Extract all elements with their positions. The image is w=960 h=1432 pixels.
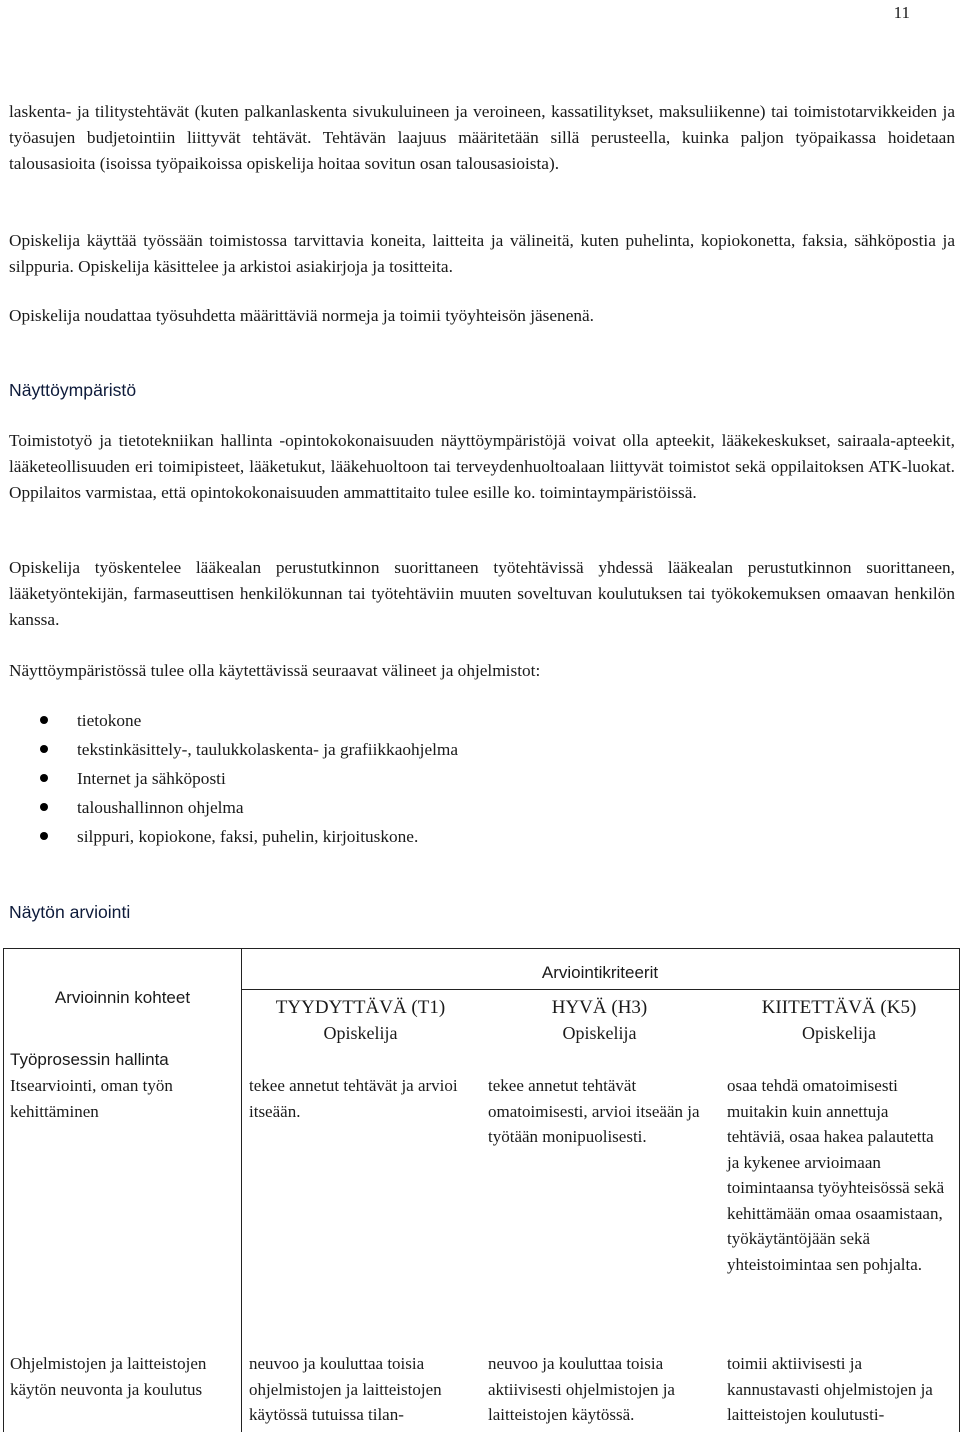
assessment-table	[3, 948, 960, 1432]
list-item: tekstinkäsittely-, taulukkolaskenta- ja grafiikkaohjelma	[40, 737, 458, 766]
criteria-header: Arviointikriteerit	[541, 963, 659, 982]
bullet-icon	[40, 745, 48, 753]
bullet-icon	[40, 774, 48, 782]
list-item: silppuri, kopiokone, faksi, puhelin, kirjoituskone.	[40, 824, 458, 853]
list-item: Internet ja sähköposti	[40, 766, 458, 795]
paragraph-accounting-tasks: laskenta- ja tilitystehtävät (kuten palkanlaskenta sivukuluineen ja veroineen, kassatilitykset, maksuliikenne) tai toimistotarvikkeiden ja työasujen budjetointiin liittyvät tehtävät. Tehtävän laajuus määritetään sillä perusteella, kuinka paljon työpaikassa hoidetaan talousasioita (isoissa työpaikoissa opiskelija hoitaa sovitun osan talousasioista).	[9, 102, 955, 173]
list-item: taloushallinnon ohjelma	[40, 795, 458, 824]
paragraph-environments: Toimistotyö ja tietotekniikan hallinta -opintokokonaisuuden näyttöympäristöjä voivat olla apteekit, lääkekeskukset, sairaala-apteekit, lääketeollisuuden eri toimipisteet, lääketukut, lääkehuoltoon tai terveydenhuoltoalaan liittyvät toimistot sekä oppilaitoksen ATK-luokat. Oppilaitos varmistaa, että opintokokonaisuuden ammattitaito tulee esille ko. toimintaympäristöissä.	[9, 431, 955, 502]
subject-header-k5: Opiskelija	[802, 1023, 876, 1043]
cell-k5: osaa tehdä omatoimisesti muitakin kuin annettuja tehtäviä, osaa hakea palautetta ja kykenee arvioimaan toimintaansa työyhteisössä sekä kehittämään omaa osaamistaan, työkäytäntöjään sekä yhteistoimintaa sen pohjalta.	[727, 1076, 945, 1274]
list-item: tietokone	[40, 708, 458, 737]
cell-t1: tekee annetut tehtävät ja arvioi itseään.	[249, 1076, 458, 1121]
level-header-k5: KIITETTÄVÄ (K5)	[761, 997, 917, 1018]
targets-header: Arvioinnin kohteet	[54, 988, 191, 1007]
tools-list	[40, 708, 458, 853]
subject-header-t1: Opiskelija	[323, 1023, 398, 1043]
paragraph-work-norms: Opiskelija noudattaa työsuhdetta määrittäviä normeja ja toimii työyhteisön jäsenenä.	[9, 306, 594, 325]
cell-t1: neuvoo ja kouluttaa toisia ohjelmistojen ja laitteistojen käytössä tutuissa tilan-	[249, 1354, 442, 1424]
row-target: Itsearviointi, oman työn kehittäminen	[10, 1076, 173, 1121]
bullet-icon	[40, 716, 48, 724]
page-number: 11	[893, 3, 910, 22]
heading-demonstration-environment: Näyttöympäristö	[9, 380, 137, 400]
cell-k5: toimii aktiivisesti ja kannustavasti ohjelmistojen ja laitteistojen koulutusti-	[727, 1354, 933, 1424]
heading-assessment: Näytön arviointi	[9, 902, 131, 922]
row-target: Ohjelmistojen ja laitteistojen käytön neuvonta ja koulutus	[10, 1354, 207, 1399]
paragraph-tools-intro: Näyttöympäristössä tulee olla käytettävissä seuraavat välineet ja ohjelmistot:	[9, 661, 541, 680]
level-header-t1: TYYDYTTÄVÄ (T1)	[275, 997, 446, 1018]
subject-header-h3: Opiskelija	[562, 1023, 637, 1043]
row-divider	[241, 989, 959, 990]
paragraph-working-with: Opiskelija työskentelee lääkealan perustutkinnon suorittaneen työtehtävissä yhdessä lääkealan perustutkinnon suorittaneen, lääketyöntekijän, farmaseuttisen henkilökunnan tai työtehtäviin muuten soveltuvan koulutuksen tai työkokemuksen omaavan henkilön kanssa.	[9, 558, 955, 629]
row-title: Työprosessin hallinta	[10, 1050, 169, 1069]
cell-h3: neuvoo ja kouluttaa toisia aktiivisesti ohjelmistojen ja laitteistojen käytössä.	[488, 1354, 675, 1424]
cell-h3: tekee annetut tehtävät omatoimisesti, arvioi itseään ja työtään monipuolisesti.	[488, 1076, 700, 1146]
bullet-icon	[40, 832, 48, 840]
level-header-h3: HYVÄ (H3)	[551, 997, 648, 1018]
paragraph-office-equipment: Opiskelija käyttää työssään toimistossa tarvittavia koneita, laitteita ja välineitä, kuten puhelinta, kopiokonetta, faksia, sähköpostia ja silppuria. Opiskelija käsittelee ja arkistoi asiakirjoja ja tositteita.	[9, 231, 955, 276]
bullet-icon	[40, 803, 48, 811]
